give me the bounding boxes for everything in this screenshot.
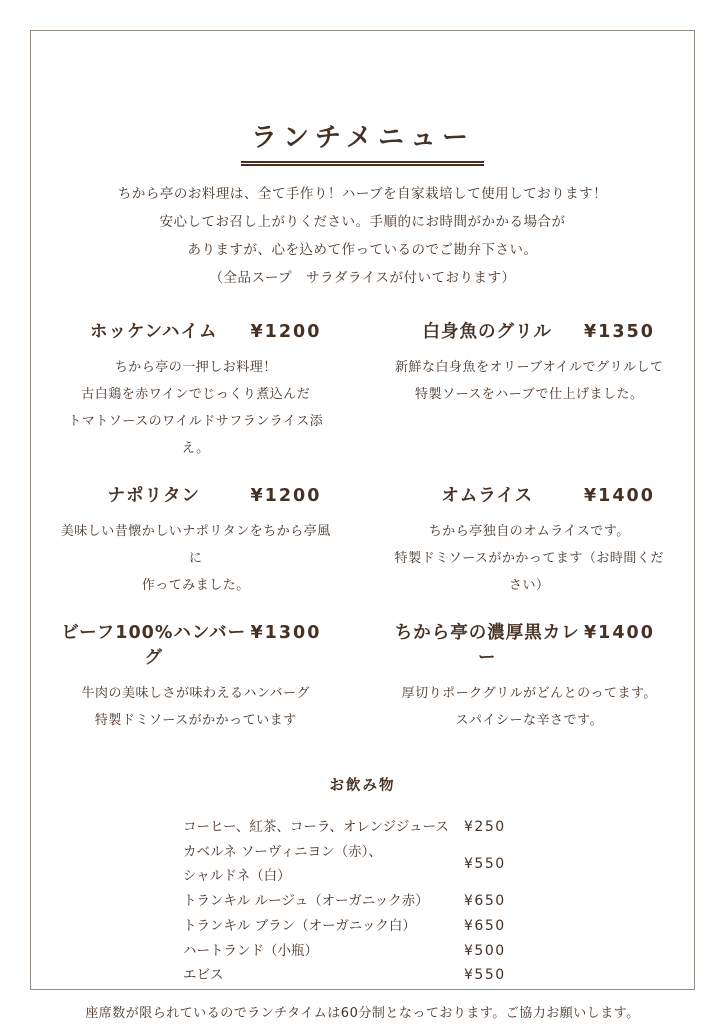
menu-item-price: ¥1400 bbox=[584, 486, 655, 506]
intro-line: （全品スープ サラダライスが付いております） bbox=[209, 270, 516, 286]
description-line: スパイシーな辛さです。 bbox=[455, 713, 603, 728]
menu-item-name: オムライス bbox=[441, 486, 534, 506]
drink-price: ¥650 bbox=[464, 893, 506, 910]
footer-note: 座席数が限られているのでランチタイムは60分制となっております。ご協力お願いします。 bbox=[85, 1005, 640, 1021]
description-line: 特製ドミソースがかかっています bbox=[94, 713, 297, 728]
drinks-section bbox=[31, 774, 694, 988]
menu-item-hamburg bbox=[57, 619, 335, 734]
menu-item-head bbox=[57, 318, 335, 343]
menu-item-price: ¥1350 bbox=[584, 322, 655, 342]
menu-item-price: ¥1200 bbox=[250, 486, 322, 506]
drink-price: ¥550 bbox=[464, 967, 506, 984]
menu-item-description bbox=[57, 680, 335, 734]
menu-sheet-border bbox=[30, 30, 695, 1021]
menu-item-napolitan bbox=[57, 482, 335, 599]
intro-line: ありますが、心を込めて作っているのでご勘弁下さい。 bbox=[187, 242, 538, 258]
drink-name bbox=[183, 840, 464, 889]
menu-item-description bbox=[391, 518, 669, 599]
drink-name: トランキル ルージュ（オーガニック赤） bbox=[183, 893, 429, 910]
menu-item-description bbox=[391, 354, 669, 408]
intro-line: 安心してお召し上がりください。手順的にお時間がかかる場合が bbox=[159, 214, 566, 230]
drink-name-line: シャルドネ（白） bbox=[183, 868, 291, 885]
description-line: 作ってみました。 bbox=[141, 578, 250, 593]
drink-row-softdrinks bbox=[183, 815, 553, 840]
drink-name: コーヒー、紅茶、コーラ、オレンジジュース bbox=[183, 819, 449, 835]
menu-item-hockenheim bbox=[57, 318, 335, 462]
drink-row-yebisu bbox=[183, 963, 553, 988]
description-line: 古白鶏を赤ワインでじっくり煮込んだ bbox=[81, 387, 311, 402]
drinks-list bbox=[183, 815, 553, 988]
menu-grid bbox=[57, 318, 668, 734]
drink-name-line: カベルネ ソーヴィニヨン（赤）、 bbox=[183, 843, 382, 860]
menu-item-description bbox=[57, 518, 335, 599]
drink-price: ¥650 bbox=[464, 917, 506, 934]
menu-item-head bbox=[391, 619, 669, 669]
menu-item-price: ¥1300 bbox=[250, 623, 322, 643]
description-line: 特製ドミソースがかかってます（お時間ください） bbox=[394, 551, 664, 593]
menu-item-name: 白身魚のグリル bbox=[422, 322, 552, 342]
description-line: ちから亭の一押しお料理！ bbox=[114, 360, 277, 375]
description-line: 特製ソースをハーブで仕上げました。 bbox=[414, 387, 644, 402]
menu-item-grilled-fish bbox=[391, 318, 669, 462]
menu-item-name: ビーフ100%ハンバーグ bbox=[61, 623, 247, 668]
page-title-text: ランチメニュー bbox=[241, 117, 484, 166]
menu-item-name: ナポリタン bbox=[107, 486, 200, 506]
description-line: 美味しい昔懐かしいナポリタンをちから亭風に bbox=[60, 524, 331, 566]
menu-item-name: ホッケンハイム bbox=[90, 322, 218, 342]
description-line: 厚切りポークグリルがどんとのってます。 bbox=[401, 686, 657, 701]
drink-row-wine-glass bbox=[183, 840, 553, 889]
menu-item-description bbox=[57, 354, 335, 462]
drink-price: ¥550 bbox=[464, 856, 506, 873]
page-title bbox=[31, 117, 694, 166]
drink-row-heartland bbox=[183, 939, 553, 964]
menu-item-head bbox=[391, 482, 669, 507]
intro-paragraph bbox=[31, 180, 694, 292]
drink-name: エビス bbox=[183, 967, 224, 984]
intro-line: ちから亭のお料理は、全て手作り！ハーブを自家栽培して使用しております！ bbox=[117, 186, 608, 202]
menu-item-name: ちから亭の濃厚黒カレー bbox=[394, 623, 580, 668]
menu-item-omurice bbox=[391, 482, 669, 599]
drink-name: ハートランド（小瓶） bbox=[183, 942, 318, 959]
description-line: 牛肉の美味しさが味わえるハンバーグ bbox=[81, 686, 311, 701]
description-line: ちから亭独自のオムライスです。 bbox=[428, 524, 630, 539]
drink-name: トランキル ブラン（オーガニック白） bbox=[183, 917, 416, 934]
description-line: 新鮮な白身魚をオリーブオイルでグリルして bbox=[394, 360, 664, 375]
drink-price: ¥250 bbox=[464, 819, 506, 835]
drink-price: ¥500 bbox=[464, 942, 506, 959]
menu-item-head bbox=[391, 318, 669, 343]
drink-row-tranquille-rouge bbox=[183, 889, 553, 914]
menu-item-description bbox=[391, 680, 669, 734]
menu-item-black-curry bbox=[391, 619, 669, 734]
menu-item-price: ¥1200 bbox=[250, 322, 322, 342]
menu-item-price: ¥1400 bbox=[584, 623, 655, 643]
drinks-header: お飲み物 bbox=[329, 778, 396, 794]
menu-item-head bbox=[57, 482, 335, 507]
menu-item-head bbox=[57, 619, 335, 669]
description-line: トマトソースのワイルドサフランライス添え。 bbox=[68, 414, 324, 456]
drink-row-tranquille-blanc bbox=[183, 914, 553, 939]
